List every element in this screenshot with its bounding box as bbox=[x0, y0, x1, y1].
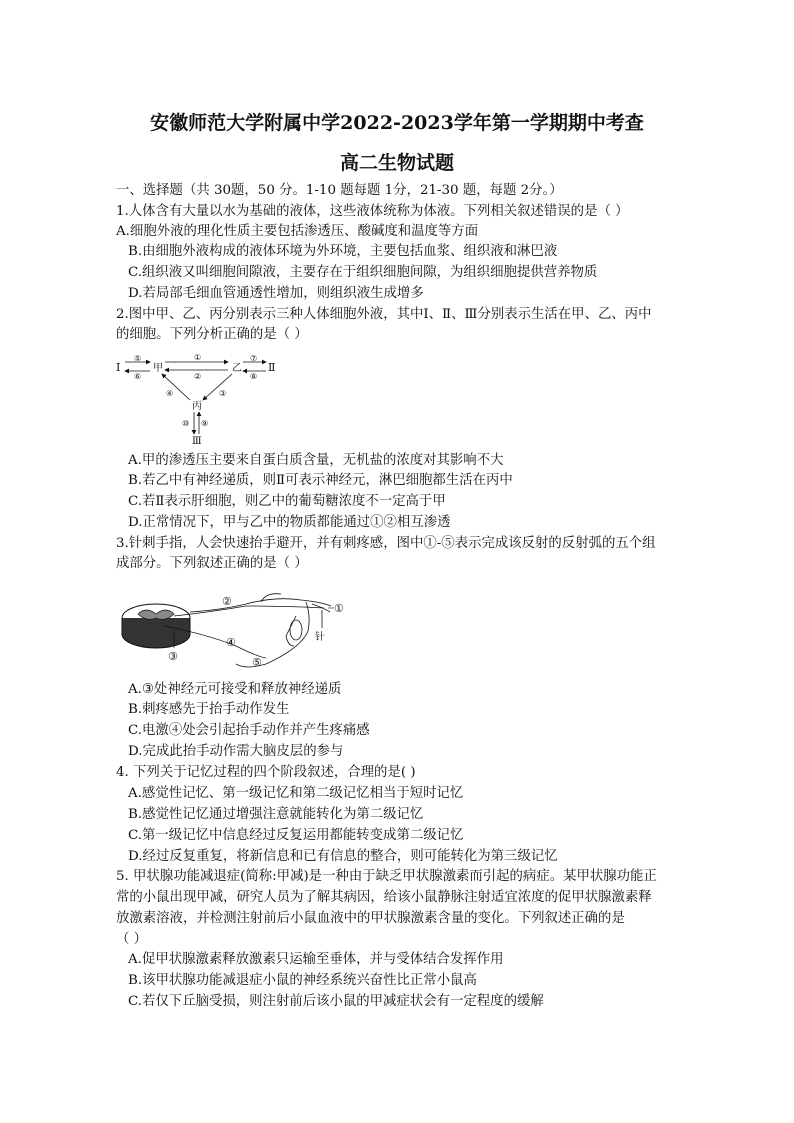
reflex-label-4: ④ bbox=[226, 636, 236, 649]
q3-option-c: C.电激④处会引起抬手动作并产生疼痛感 bbox=[128, 723, 370, 738]
q4-option-d: D.经过反复重复，将新信息和已有信息的整合，则可能转化为第三级记忆 bbox=[128, 849, 558, 864]
needle-label: 针 bbox=[315, 632, 325, 643]
reflex-arc-diagram bbox=[116, 586, 356, 676]
reflex-label-5: ⑤ bbox=[252, 656, 262, 669]
label-I: Ⅰ bbox=[116, 361, 121, 374]
q2-option-c: C.若Ⅱ表示肝细胞，则乙中的葡萄糖浓度不一定高于甲 bbox=[128, 494, 446, 509]
body-fluid-diagram bbox=[110, 352, 290, 448]
q1-option-d: D.若局部毛细血管通透性增加，则组织液生成增多 bbox=[128, 286, 424, 301]
label-II: Ⅱ bbox=[268, 361, 276, 374]
num-2: ② bbox=[194, 372, 202, 381]
q3-option-d: D.完成此抬手动作需大脑皮层的参与 bbox=[128, 744, 344, 759]
reflex-label-1: ① bbox=[334, 602, 344, 615]
question-2-stem-line2: 的细胞。下列分析正确的是（ ） bbox=[116, 327, 308, 342]
q3-option-a: A.③处神经元可接受和释放神经递质 bbox=[128, 682, 342, 697]
q2-option-a: A.甲的渗透压主要来自蛋白质含量，无机盐的浓度对其影响不大 bbox=[128, 453, 504, 468]
question-1-stem: 1.人体含有大量以水为基础的液体，这些液体统称为体液。下列相关叙述错误的是（ ） bbox=[116, 204, 629, 219]
q5-option-a: A.促甲状腺激素释放激素只运输至垂体，并与受体结合发挥作用 bbox=[128, 952, 504, 967]
num-3: ③ bbox=[219, 389, 227, 398]
reflex-label-2: ② bbox=[222, 595, 232, 608]
q1-option-c: C.组织液又叫细胞间隙液，主要存在于组织细胞间隙，为组织细胞提供营养物质 bbox=[128, 265, 598, 280]
question-5-stem-line4: （ ） bbox=[116, 932, 148, 947]
q5-option-c: C.若仅下丘脑受损，则注射前后该小鼠的甲减症状会有一定程度的缓解 bbox=[128, 994, 544, 1009]
question-5-stem-line3: 放激素溶液，并检测注射前后小鼠血液中的甲状腺激素含量的变化。下列叙述正确的是 bbox=[116, 911, 625, 926]
reflex-label-3: ③ bbox=[168, 650, 178, 663]
question-5-stem-line1: 5. 甲状腺功能减退症(简称:甲减)是一种由于缺乏甲状腺激素而引起的病症。某甲状腺功能正 bbox=[116, 869, 657, 884]
question-3-stem-line1: 3.针刺手指，人会快速抬手避开，并有刺疼感，图中①-⑤表示完成该反射的反射弧的五个组 bbox=[116, 536, 656, 551]
num-7: ⑦ bbox=[250, 354, 258, 363]
q4-option-a: A.感觉性记忆、第一级记忆和第二级记忆相当于短时记忆 bbox=[128, 786, 464, 801]
num-1: ① bbox=[194, 353, 202, 362]
label-III: Ⅲ bbox=[192, 436, 202, 447]
num-6: ⑥ bbox=[134, 372, 142, 381]
num-4: ④ bbox=[166, 389, 174, 398]
q4-option-b: B.感觉性记忆通过增强注意就能转化为第二级记忆 bbox=[128, 807, 424, 822]
exam-subtitle: 高二生物试题 bbox=[339, 152, 454, 174]
num-8: ⑧ bbox=[250, 372, 258, 381]
label-yi: 乙 bbox=[232, 363, 242, 374]
question-5-stem-line2: 常的小鼠出现甲减，研究人员为了解其病因，给该小鼠静脉注射适宜浓度的促甲状腺激素释 bbox=[116, 890, 652, 905]
num-9: ⑨ bbox=[201, 419, 209, 428]
exam-title: 安徽师范大学附属中学2022-2023学年第一学期期中考查 bbox=[150, 112, 644, 134]
q2-option-b: B.若乙中有神经递质，则Ⅱ可表示神经元，淋巴细胞都生活在丙中 bbox=[128, 473, 513, 488]
q1-option-b: B.由细胞外液构成的液体环境为外环境，主要包括血浆、组织液和淋巴液 bbox=[128, 244, 558, 259]
section-heading: 一、选择题（共 30题，50 分。1-10 题每题 1分，21-30 题，每题 2分。） bbox=[116, 183, 563, 198]
num-10: ⑩ bbox=[182, 419, 190, 428]
q2-option-d: D.正常情况下，甲与乙中的物质都能通过①②相互渗透 bbox=[128, 515, 451, 530]
q1-option-a: A.细胞外液的理化性质主要包括渗透压、酸碱度和温度等方面 bbox=[116, 224, 479, 239]
label-jia: 甲 bbox=[153, 363, 163, 374]
num-5: ⑤ bbox=[134, 354, 142, 363]
question-3-stem-line2: 成部分。下列叙述正确的是（ ） bbox=[116, 556, 308, 571]
q3-option-b: B.刺疼感先于抬手动作发生 bbox=[128, 702, 290, 717]
question-4-stem: 4. 下列关于记忆过程的四个阶段叙述，合理的是( ) bbox=[116, 765, 416, 780]
q4-option-c: C.第一级记忆中信息经过反复运用都能转变成第二级记忆 bbox=[128, 828, 464, 843]
q5-option-b: B.该甲状腺功能减退症小鼠的神经系统兴奋性比正常小鼠高 bbox=[128, 973, 477, 988]
arrow-3 bbox=[203, 374, 232, 400]
question-2-stem-line1: 2.图中甲、乙、丙分别表示三种人体细胞外液，其中Ⅰ、Ⅱ、Ⅲ分别表示生活在甲、乙、丙中 bbox=[116, 307, 652, 322]
label-bing: 丙 bbox=[192, 401, 202, 412]
